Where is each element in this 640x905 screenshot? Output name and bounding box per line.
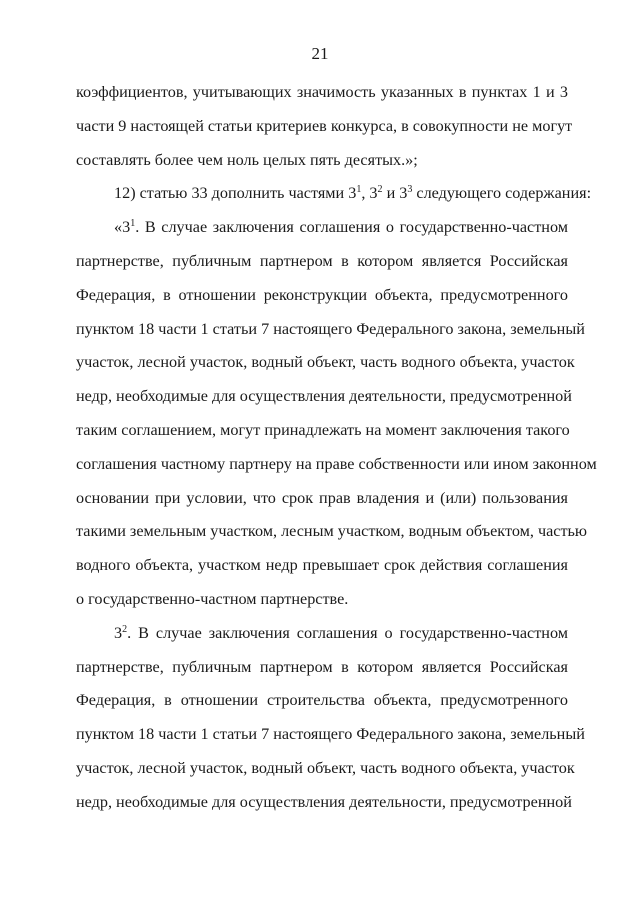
text-line: коэффициентов, учитывающих значимость указанных в пунктах 1 и 3 <box>76 83 568 101</box>
text-line: такими земельным участком, лесным участком, водным объектом, частью <box>76 522 588 541</box>
part-3-1-first-line: «$3^1$. В случае заключения соглашения о государственно-частном <box>114 218 568 237</box>
text-line: основании при условии, что срок прав владения и (или) пользования <box>76 488 568 507</box>
text-line: недр, необходимые для осуществления деятельности, предусмотренной <box>76 792 572 811</box>
text-line: пунктом 18 части 1 статьи 7 настоящего Федерального закона, земельный <box>76 319 585 338</box>
text-line: партнерстве, публичным партнером в котором является Российская <box>76 657 568 676</box>
text-line: о государственно-частном партнерстве. <box>76 589 349 608</box>
text-line: Федерация, в отношении строительства объекта, предусмотренного <box>76 691 568 710</box>
text-line: водного объекта, участком недр превышает срок действия соглашения <box>76 556 568 575</box>
text-line: пунктом 18 части 1 статьи 7 настоящего Федерального закона, земельный <box>76 725 585 744</box>
text-line: части 9 настоящей статьи критериев конкурса, в совокупности не могут <box>76 116 573 135</box>
text-line: участок, лесной участок, водный объект, часть водного объекта, участок <box>76 758 575 777</box>
text-line: недр, необходимые для осуществления деятельности, предусмотренной <box>76 387 572 406</box>
document-body <box>76 76 597 820</box>
page-number: 21 <box>311 44 329 63</box>
item-12-line: 12) статью 33 дополнить частями $3^1$, $3^2$ и $3^3$ следующего содержания: <box>114 184 592 203</box>
text-line: таким соглашением, могут принадлежать на момент заключения такого <box>76 420 570 439</box>
text-line: составлять более чем ноль целых пять десятых.»; <box>76 150 418 169</box>
text-line: партнерстве, публичным партнером в котором является Российская <box>76 251 568 270</box>
text-line: соглашения частному партнеру на праве собственности или ином законном <box>76 454 597 473</box>
text-line: участок, лесной участок, водный объект, часть водного объекта, участок <box>76 353 575 372</box>
part-3-2-first-line: $3^2$. В случае заключения соглашения о государственно-частном <box>114 623 568 642</box>
text-line: Федерация, в отношении реконструкции объекта, предусмотренного <box>76 285 568 304</box>
